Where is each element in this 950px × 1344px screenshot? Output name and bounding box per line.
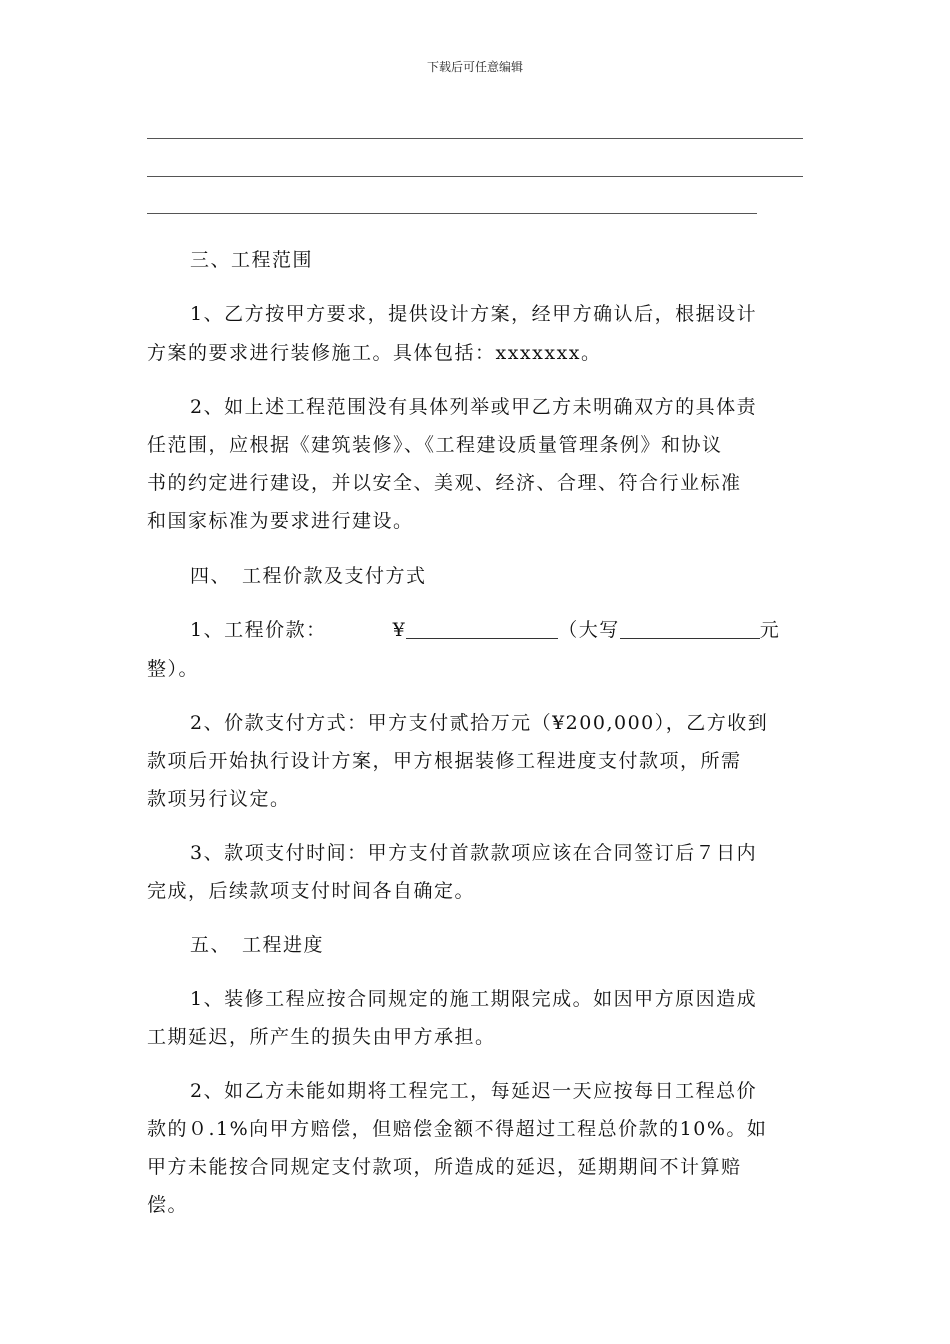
sec4-para2-line2: 款项后开始执行设计方案，甲方根据装修工程进度支付款项，所需: [147, 750, 742, 772]
sec4-para3-line2: 完成，后续款项支付时间各自确定。: [147, 880, 476, 902]
price-words-blank: [620, 616, 760, 639]
sec4-price-line: [190, 611, 850, 649]
sec4-para3-line1: 3、款项支付时间：甲方支付首款款项应该在合同签订后７日内: [190, 842, 758, 864]
sec3-para1-line1: 1、乙方按甲方要求，提供设计方案，经甲方确认后，根据设计: [190, 303, 758, 325]
sec3-para1-line2: 方案的要求进行装修施工。具体包括：xxxxxxx。: [147, 342, 602, 364]
blank-line-3: [147, 213, 757, 214]
section-3-title: 三、工程范围: [190, 249, 314, 271]
sec4-para2-line3: 款项另行议定。: [147, 788, 291, 810]
yen-sign: ¥: [392, 619, 407, 641]
sec4-price-line2: 整）。: [147, 658, 200, 680]
section-4-title: 四、 工程价款及支付方式: [190, 565, 427, 587]
daxie-label: （大写: [558, 619, 620, 641]
yuan-label: 元: [759, 619, 781, 641]
blank-line-1: [147, 138, 803, 139]
sec5-para2-line2: 款的０.1%向甲方赔偿，但赔偿金额不得超过工程总价款的10%。如: [147, 1118, 768, 1140]
sec4-para2-line1: 2、价款支付方式：甲方支付贰拾万元（¥200,000），乙方收到: [190, 712, 769, 734]
price-label: 1、工程价款：: [190, 619, 327, 641]
blank-line-2: [147, 176, 803, 177]
sec5-para2-line1: 2、如乙方未能如期将工程完工，每延迟一天应按每日工程总价: [190, 1080, 758, 1102]
section-5-title: 五、 工程进度: [190, 934, 325, 956]
page-header: 下载后可任意编辑: [426, 60, 523, 74]
sec3-para2-line2: 任范围，应根据《建筑装修》、《工程建设质量管理条例》和协议: [147, 434, 723, 456]
price-amount-blank: [406, 616, 558, 639]
sec5-para2-line3: 甲方未能按合同规定支付款项，所造成的延迟，延期期间不计算赔: [147, 1156, 742, 1178]
sec5-para2-line4: 偿。: [147, 1194, 189, 1216]
sec3-para2-line1: 2、如上述工程范围没有具体列举或甲乙方未明确双方的具体责: [190, 396, 758, 418]
sec3-para2-line3: 书的约定进行建设，并以安全、美观、经济、合理、符合行业标准: [147, 472, 742, 494]
sec3-para2-line4: 和国家标准为要求进行建设。: [147, 510, 414, 532]
sec5-para1-line1: 1、装修工程应按合同规定的施工期限完成。如因甲方原因造成: [190, 988, 758, 1010]
sec5-para1-line2: 工期延迟，所产生的损失由甲方承担。: [147, 1026, 496, 1048]
